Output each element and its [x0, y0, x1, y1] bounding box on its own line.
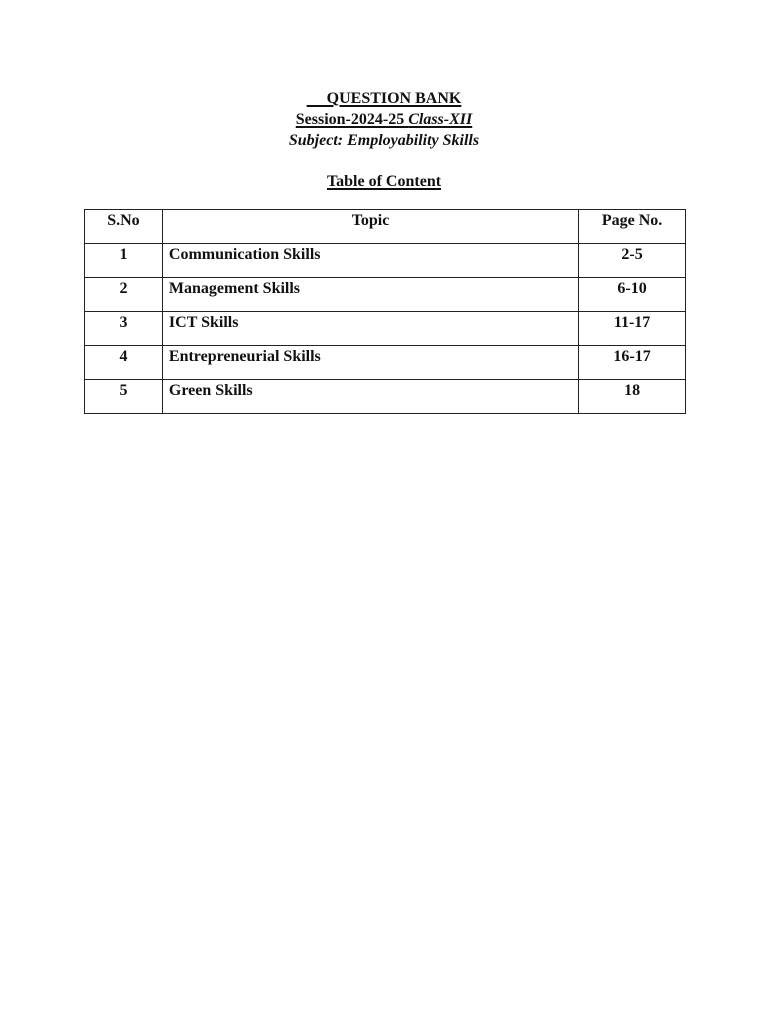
row-topic: Communication Skills — [162, 244, 578, 278]
row-page: 16-17 — [579, 346, 686, 380]
row-sno: 1 — [85, 244, 163, 278]
document-title: QUESTION BANK — [306, 90, 462, 107]
row-topic: Entrepreneurial Skills — [162, 346, 578, 380]
row-page: 6-10 — [579, 278, 686, 312]
column-header-topic: Topic — [162, 210, 578, 244]
column-header-sno: S.No — [85, 210, 163, 244]
row-sno: 4 — [85, 346, 163, 380]
row-topic: Management Skills — [162, 278, 578, 312]
row-sno: 3 — [85, 312, 163, 346]
toc-header-row — [85, 210, 686, 244]
table-row — [85, 244, 686, 278]
column-header-page: Page No. — [579, 210, 686, 244]
table-row — [85, 380, 686, 414]
row-page: 2-5 — [579, 244, 686, 278]
class-label: Class-XII — [408, 111, 473, 128]
toc-heading: Table of Content — [326, 173, 442, 190]
table-row — [85, 346, 686, 380]
table-row — [85, 278, 686, 312]
row-sno: 5 — [85, 380, 163, 414]
table-row — [85, 312, 686, 346]
subject-label: Subject: Employability Skills — [288, 132, 480, 149]
row-sno: 2 — [85, 278, 163, 312]
session-label: Session-2024-25 — [295, 111, 409, 128]
toc-table — [84, 209, 686, 414]
row-page: 18 — [579, 380, 686, 414]
row-page: 11-17 — [579, 312, 686, 346]
document-header — [0, 88, 768, 151]
row-topic: Green Skills — [162, 380, 578, 414]
row-topic: ICT Skills — [162, 312, 578, 346]
